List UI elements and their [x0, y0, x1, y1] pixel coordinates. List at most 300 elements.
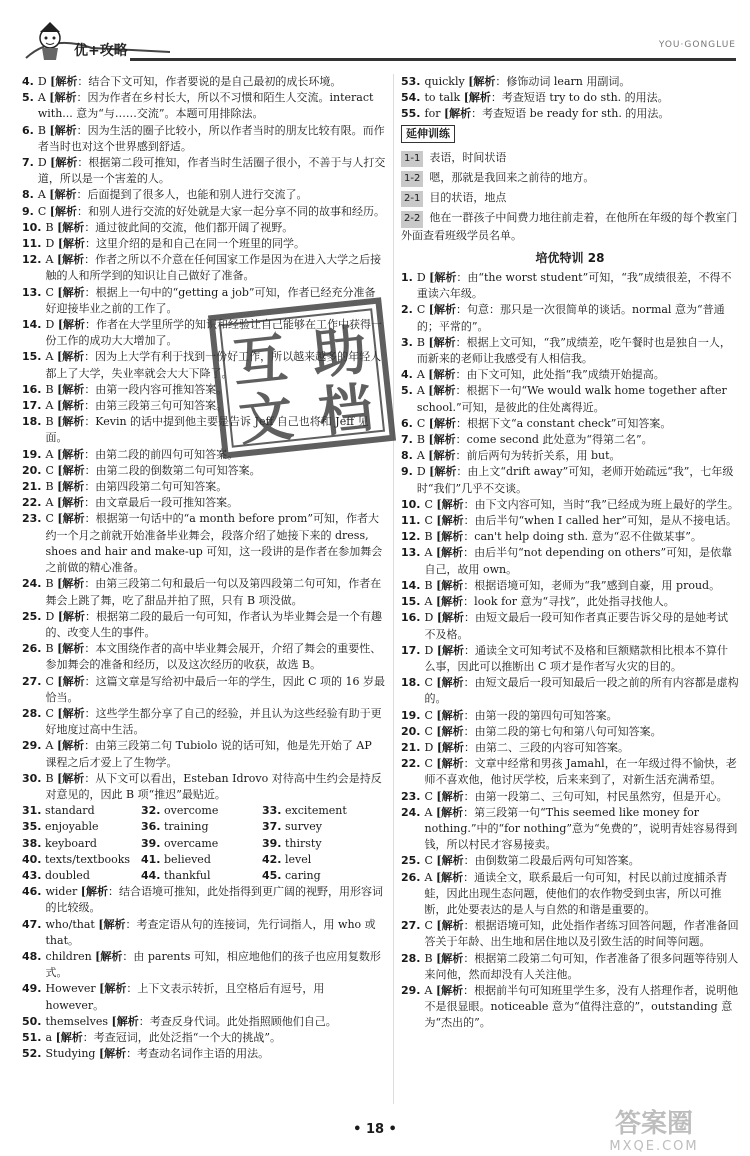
item-number: 20.	[401, 724, 421, 738]
answer-item	[22, 706, 386, 738]
item-number: 22.	[22, 496, 42, 510]
answer-item	[401, 383, 739, 415]
item-number: 49.	[22, 982, 42, 996]
item-number: 53.	[401, 75, 421, 88]
analysis-label: [解析	[428, 335, 456, 349]
analysis-label: [解析	[56, 350, 85, 364]
answer-item	[401, 106, 739, 122]
analysis-label: [解析	[57, 480, 85, 494]
item-text: A [解析：由后半句“not depending on others”可知，是依靠自己，故用 own。	[424, 546, 733, 576]
analysis-label: [解析	[443, 107, 472, 121]
analysis-label: [解析	[49, 204, 77, 218]
answer-item	[401, 270, 739, 302]
item-number: 25.	[401, 854, 421, 868]
item-text: D [解析：根据第二段可推知，作者当时生活圈子很小，不善于与人打交道，所以是一个害羞的人。	[37, 156, 386, 186]
extension-heading: 延伸训练	[401, 125, 455, 143]
item-text: C [解析：根据第一句话中的“a month before prom”可知，作者大约一个月之前就开始准备毕业舞会，段落介绍了她接下来的 dress, shoes and hair and make-up 可知，这一段讲的是作者在参加舞会之前做的精心准备。	[45, 512, 383, 575]
item-text: A [解析：由第三段第三句可知答案。	[45, 399, 228, 413]
word-answer	[141, 868, 262, 884]
answer-item	[401, 545, 739, 577]
answer-item	[22, 738, 386, 770]
item-number: 26.	[401, 870, 421, 884]
analysis-label: [解析	[436, 724, 464, 738]
analysis-label: [解析	[57, 237, 86, 251]
analysis-label: [解析	[435, 546, 464, 560]
answer-item	[22, 187, 386, 203]
item-number: 30.	[22, 771, 42, 785]
item-number: 16.	[401, 611, 421, 625]
analysis-label: [解析	[56, 496, 85, 510]
svg-text:MXQE.COM: MXQE.COM	[609, 1139, 699, 1154]
answer-item	[22, 884, 386, 916]
extension-tag: 2-1	[401, 191, 423, 207]
analysis-label: [解析	[57, 642, 85, 656]
item-number: 39.	[262, 836, 282, 850]
item-text: D [解析：结合下文可知，作者要说的是自己最初的成长环境。	[37, 75, 342, 88]
analysis-label: [解析	[99, 982, 127, 996]
item-text: training	[164, 820, 209, 834]
item-text: A [解析：由第二段的前四句可知答案。	[45, 447, 239, 461]
item-number: 29.	[22, 739, 42, 753]
analysis-label: [解析	[436, 611, 465, 625]
item-text: D [解析：由“the worst student”可知，“我”成绩很差，不得不重读六年级。	[416, 271, 732, 301]
item-text: for [解析：考查短语 be ready for sth. 的用法。	[424, 107, 670, 121]
analysis-label: [解析	[463, 91, 491, 105]
answer-item	[401, 756, 739, 788]
item-text: B [解析：由第一段内容可推知答案。	[45, 382, 228, 396]
answer-item	[401, 610, 739, 642]
word-answer	[22, 803, 141, 819]
item-number: 5.	[401, 384, 413, 398]
analysis-label: [解析	[49, 91, 77, 105]
column-divider	[393, 74, 394, 1104]
item-text: overcame	[164, 836, 219, 850]
item-text: keyboard	[45, 836, 97, 850]
item-number: 4.	[401, 368, 413, 382]
svg-text:文: 文	[235, 384, 297, 453]
item-text: D [解析：通读全文可知考试不及格和巨额赌款相比根本不算什么事，因此可以推断出 C 项才是作者写火灾的目的。	[424, 643, 729, 673]
analysis-label: [解析	[436, 676, 464, 690]
answer-item	[401, 335, 739, 367]
analysis-label: [解析	[56, 739, 85, 753]
extension-list	[401, 150, 739, 244]
item-number: 50.	[22, 1014, 42, 1028]
item-text: B [解析：根据语境可知，老师为“我”感到自豪，用 proud。	[424, 578, 721, 592]
word-answer	[22, 868, 141, 884]
item-number: 54.	[401, 91, 421, 105]
svg-text:助: 助	[309, 318, 370, 387]
header-rule	[130, 58, 736, 61]
analysis-label: [解析	[57, 674, 85, 688]
item-number: 31.	[22, 804, 42, 818]
item-text: C [解析：由后半句“when I called her”可知，是从不接电话。	[424, 514, 737, 528]
analysis-label: [解析	[57, 706, 85, 720]
item-text: to talk [解析：考查短语 try to do sth. 的用法。	[424, 91, 669, 105]
right-column	[401, 74, 739, 1032]
extension-item	[401, 150, 739, 167]
item-text: doubled	[45, 868, 90, 882]
item-text: C [解析：由第二段的第七句和第八句可知答案。	[424, 724, 662, 738]
answer-item	[22, 74, 386, 90]
item-text: C [解析：句意：那只是一次很简单的谈话。normal 意为“普通的；平常的”。	[416, 303, 725, 333]
item-number: 21.	[401, 740, 421, 754]
answer-item	[22, 204, 386, 220]
answer-item	[22, 495, 386, 511]
extension-text: 表语，时间状语	[429, 150, 507, 164]
analysis-label: [解析	[429, 271, 457, 285]
answer-item	[401, 853, 739, 869]
item-number: 33.	[262, 804, 282, 818]
item-text: C [解析：这些学生都分享了自己的经验，并且认为这些经验有助于更好地度过高中生活。	[45, 706, 382, 737]
item-number: 52.	[22, 1047, 42, 1061]
answer-item	[401, 90, 739, 106]
analysis-label: [解析	[57, 771, 85, 785]
analysis-label: [解析	[56, 399, 85, 413]
item-number: 16.	[22, 382, 42, 396]
item-number: 36.	[141, 820, 161, 834]
item-text: C [解析：根据语境可知，此处指作者练习回答问题，作者准备回答关于年龄、出生地和居住地以及引致生活的时间等问题。	[424, 919, 739, 949]
item-text: C [解析：根据下文“a constant check”可知答案。	[416, 416, 672, 430]
item-number: 24.	[401, 805, 421, 819]
item-text: a [解析：考查冠词，此处泛指“一个大的挑战”。	[45, 1030, 282, 1044]
item-number: 19.	[22, 447, 42, 461]
item-number: 25.	[22, 609, 42, 623]
answer-item	[401, 643, 739, 675]
item-text: survey	[285, 820, 322, 834]
analysis-label: [解析	[468, 75, 496, 88]
answer-item	[401, 594, 739, 610]
answer-item	[22, 771, 386, 803]
item-number: 13.	[22, 285, 42, 299]
page-number: • 18 •	[353, 1122, 397, 1137]
answer-item	[22, 949, 386, 981]
analysis-label: [解析	[436, 643, 465, 657]
analysis-label: [解析	[436, 951, 464, 965]
item-text: Studying [解析：考查动名词作主语的用法。	[45, 1047, 270, 1061]
analysis-label: [解析	[428, 449, 456, 463]
word-answer	[141, 836, 262, 852]
item-number: 9.	[22, 204, 34, 218]
answer-item	[22, 90, 386, 122]
analysis-label: [解析	[435, 805, 464, 819]
item-text: B [解析：本文围绕作者的高中毕业舞会展开，介绍了舞会的重要性、参加舞会的准备和经历，以及这次经历的收获，故选 B。	[45, 642, 382, 672]
item-text: A [解析：第三段第一句“This seemed like money for nothing.”中的“for nothing”意为“免费的”，说明青娃容易得到钱，所以村民才容易接卖。	[424, 805, 738, 852]
analysis-label: [解析	[436, 497, 464, 511]
answer-item	[401, 805, 739, 854]
answer-item	[401, 789, 739, 805]
analysis-label: [解析	[436, 514, 464, 528]
item-number: 51.	[22, 1030, 42, 1044]
item-number: 37.	[262, 820, 282, 834]
extension-item	[401, 190, 739, 207]
item-number: 35.	[22, 820, 42, 834]
word-answer	[262, 803, 386, 819]
item-number: 28.	[22, 706, 42, 720]
item-number: 4.	[22, 75, 34, 88]
word-answer	[262, 852, 386, 868]
word-answer	[262, 868, 386, 884]
item-text: A [解析：由第三段第二句 Tubiolo 说的话可知，他是先开始了 AP 课程之后才爱上了生物学。	[45, 739, 372, 769]
item-number: 2.	[401, 303, 413, 317]
item-text: C [解析：由短文最后一段可知最后一段之前的所有内容都是虚构的。	[424, 676, 739, 706]
item-number: 26.	[22, 642, 42, 656]
analysis-label: [解析	[428, 416, 456, 430]
item-number: 7.	[401, 433, 413, 447]
item-number: 8.	[401, 449, 413, 463]
answer-item	[401, 708, 739, 724]
item-number: 10.	[401, 497, 421, 511]
item-number: 39.	[141, 836, 161, 850]
answer-item	[401, 740, 739, 756]
item-text: A [解析：根据前半句可知班里学生多，没有人搭理作者，说明他不是很显眼。noticeable 意为“值得注意的”，outstanding 意为“杰出的”。	[424, 983, 739, 1030]
item-text: C [解析：由第一段第二、三句可知，村民虽然穷，但是开心。	[424, 789, 728, 803]
item-number: 18.	[22, 415, 42, 429]
analysis-label: [解析	[428, 303, 456, 317]
item-number: 14.	[401, 578, 421, 592]
item-text: excitement	[285, 804, 347, 818]
answer-item	[22, 123, 386, 155]
item-number: 9.	[401, 465, 413, 479]
item-number: 55.	[401, 107, 421, 121]
item-text: D [解析：由第二、三段的内容可知答案。	[424, 740, 630, 754]
item-number: 23.	[22, 512, 42, 526]
item-number: 23.	[401, 789, 421, 803]
item-number: 15.	[401, 595, 421, 609]
analysis-label: [解析	[50, 75, 78, 88]
extension-item	[401, 170, 739, 187]
item-text: believed	[164, 852, 211, 866]
extension-text: 目的状语，地点	[429, 191, 507, 205]
item-number: 38.	[22, 836, 42, 850]
item-text: themselves [解析：考查反身代词。此处指照顾他们自己。	[45, 1014, 337, 1028]
answer-item	[22, 511, 386, 576]
analysis-label: [解析	[95, 949, 123, 963]
item-number: 3.	[401, 335, 413, 349]
item-text: D [解析：根据第二段的最后一句可知，作者认为毕业舞会是一个有趣的、改变人生的事件。	[45, 609, 383, 639]
analysis-label: [解析	[50, 156, 78, 170]
analysis-label: [解析	[49, 123, 77, 137]
analysis-label: [解析	[57, 512, 85, 526]
svg-text:档: 档	[315, 375, 376, 445]
item-text: A [解析：前后两句为转折关系，用 but。	[416, 449, 621, 463]
item-number: 6.	[401, 416, 413, 430]
analysis-label: [解析	[436, 740, 465, 754]
page-header	[0, 0, 750, 70]
analysis-label: [解析	[98, 1047, 127, 1061]
answer-item	[401, 724, 739, 740]
analysis-label: [解析	[436, 578, 464, 592]
left-column	[22, 74, 386, 1062]
analysis-label: [解析	[57, 463, 85, 477]
item-text: D [解析：这里介绍的是和自己在同一个班里的同学。	[45, 237, 306, 251]
item-text: wider [解析：结合语境可推知，此处指得到更广阔的视野，用形容词的比较级。	[45, 885, 383, 915]
item-number: 14.	[22, 318, 42, 332]
answer-item	[22, 1030, 386, 1046]
item-text: level	[285, 852, 312, 866]
item-text: D [解析：由短文最后一段可知作者真正要告诉父母的是她考试不及格。	[424, 611, 729, 641]
extension-tag: 2-2	[401, 211, 423, 227]
word-answer	[141, 819, 262, 835]
answer-item	[22, 609, 386, 641]
answer-item	[22, 155, 386, 187]
answer-item	[401, 464, 739, 496]
item-text: children [解析：由 parents 可知，相应地他们的孩子也应用复数形式。	[45, 949, 381, 980]
site-watermark	[564, 1106, 744, 1154]
answer-item	[401, 432, 739, 448]
item-number: 48.	[22, 949, 42, 963]
answer-list-left-tail	[22, 884, 386, 1062]
item-text: B [解析：从下文可以看出，Esteban Idrovo 对待高中生约会是持反对意见的，因此 B 项“推迟”最贴近。	[45, 771, 382, 801]
item-text: quickly [解析：修饰动词 learn 用副词。	[424, 75, 631, 88]
item-text: thirsty	[285, 836, 322, 850]
item-number: 8.	[22, 188, 34, 202]
answer-list-right	[401, 270, 739, 1032]
item-text: B [解析：通过彼此间的交流，他们都开阔了视野。	[45, 220, 294, 234]
svg-text:互: 互	[229, 326, 291, 395]
analysis-label: [解析	[57, 285, 85, 299]
answer-item	[401, 497, 739, 513]
item-text: caring	[285, 868, 321, 882]
analysis-label: [解析	[428, 368, 456, 382]
item-text: B [解析：由第三段第二句和最后一句以及第四段第二句可知，作者在舞会上跳了舞，吃了甜品并拍了照，只有 B 项没做。	[45, 577, 382, 607]
item-number: 43.	[22, 868, 42, 882]
item-number: 42.	[262, 852, 282, 866]
answer-item	[22, 674, 386, 706]
answer-item	[22, 981, 386, 1013]
item-text: C [解析：根据上一句中的“getting a job”可知，作者已经充分准备好迎接毕业之前的工作了。	[45, 285, 376, 315]
item-text: B [解析：can't help doing sth. 意为“忍不住做某事”。	[424, 530, 702, 544]
analysis-label: [解析	[435, 595, 464, 609]
item-number: 41.	[141, 852, 161, 866]
analysis-label: [解析	[111, 1014, 139, 1028]
answer-item	[22, 252, 386, 284]
item-number: 28.	[401, 951, 421, 965]
item-text: A [解析：通读全文，联系最后一句可知，村民以前过度捕杀青蛙，因此出现生态问题，使他们的农作物受到虫害，所以可推断，此处要表达的是人与自然的和谐是重要的。	[424, 870, 728, 916]
word-answer-grid	[22, 803, 386, 884]
answer-item	[22, 463, 386, 479]
item-text: enjoyable	[45, 820, 99, 834]
item-text: B [解析：come second 此处意为“得第二名”。	[416, 433, 653, 447]
item-text: A [解析：后面提到了很多人，也能和别人进行交流了。	[37, 188, 308, 202]
analysis-label: [解析	[436, 789, 464, 803]
item-number: 27.	[401, 919, 421, 933]
item-number: 27.	[22, 674, 42, 688]
item-number: 17.	[401, 643, 421, 657]
answer-item	[22, 641, 386, 673]
item-number: 11.	[401, 514, 421, 528]
item-number: 32.	[141, 804, 161, 818]
item-text: A [解析：由文章最后一段可推知答案。	[45, 496, 239, 510]
analysis-label: [解析	[80, 885, 108, 899]
item-number: 18.	[401, 676, 421, 690]
item-text: B [解析：根据第二段第二句可知，作者准备了很多问题等待别人来问他，然而却没有人关注他。	[424, 951, 739, 981]
item-text: thankful	[164, 868, 211, 882]
item-text: standard	[45, 804, 95, 818]
item-text: C [解析：由下文内容可知，当时“我”已经成为班上最好的学生。	[424, 497, 739, 511]
word-answer	[141, 803, 262, 819]
svg-text:答案圈: 答案圈	[614, 1109, 694, 1139]
item-number: 1.	[401, 271, 413, 285]
answer-item	[401, 367, 739, 383]
analysis-label: [解析	[428, 433, 456, 447]
word-answer	[22, 836, 141, 852]
analysis-label: [解析	[57, 220, 85, 234]
item-text: A [解析：因为作者在乡村长大，所以不习惯和陌生人交流。interact with... 意为“与……交流”。本题可用排除法。	[37, 91, 374, 121]
answer-item	[22, 220, 386, 236]
answer-item	[401, 675, 739, 707]
item-number: 24.	[22, 577, 42, 591]
answer-list-right-top	[401, 74, 739, 123]
answer-item	[401, 74, 739, 90]
extension-tag: 1-1	[401, 151, 423, 167]
item-number: 6.	[22, 123, 34, 137]
item-text: B [解析：因为生活的圈子比较小，所以作者当时的朋友比较有限。而作者当时也对这个世界感到舒适。	[37, 123, 385, 153]
analysis-label: [解析	[56, 447, 85, 461]
item-number: 46.	[22, 885, 42, 899]
analysis-label: [解析	[57, 382, 85, 396]
analysis-label: [解析	[436, 708, 464, 722]
answer-item	[401, 416, 739, 432]
item-number: 12.	[22, 253, 42, 267]
answer-item	[401, 578, 739, 594]
item-text: However [解析：上下文表示转折，且空格后有逗号，用 however。	[45, 982, 325, 1012]
analysis-label: [解析	[98, 917, 126, 931]
answer-item	[22, 236, 386, 252]
item-text: C [解析：由第二段的倒数第二句可知答案。	[45, 463, 261, 477]
extension-item	[401, 210, 739, 243]
item-text: C [解析：由倒数第二段最后两句可知答案。	[424, 854, 640, 868]
item-text: B [解析：由第四段第二句可知答案。	[45, 480, 228, 494]
analysis-label: [解析	[436, 919, 464, 933]
item-number: 40.	[22, 852, 42, 866]
extension-text: 他在一群孩子中间费力地往前走着，在他所在年级的每个教室门外面查看班级学员名单。	[401, 211, 738, 242]
analysis-label: [解析	[57, 609, 86, 623]
answer-item	[401, 448, 739, 464]
seal-stamp	[205, 294, 400, 462]
analysis-label: [解析	[428, 384, 456, 398]
item-number: 17.	[22, 399, 42, 413]
item-text: A [解析：根据下一句“We would walk home together after school.”可知，是彼此的住处离得近。	[416, 384, 727, 414]
answer-item	[22, 917, 386, 949]
answer-item	[401, 870, 739, 919]
item-number: 7.	[22, 156, 34, 170]
item-text: A [解析：look for 意为“寻找”，此处指寻找他人。	[424, 595, 675, 609]
item-text: C [解析：这篇文章是写给初中最后一年的学生，因此 C 项的 16 岁最恰当。	[45, 674, 386, 704]
item-number: 13.	[401, 546, 421, 560]
word-answer	[22, 852, 141, 868]
answer-item	[401, 951, 739, 983]
answer-item	[401, 513, 739, 529]
answer-item	[22, 479, 386, 495]
item-number: 15.	[22, 350, 42, 364]
logo-text: 优+攻略	[74, 43, 128, 59]
item-text: C [解析：和别人进行交流的好处就是大家一起分享不同的故事和经历。	[37, 204, 385, 218]
answer-item	[22, 576, 386, 608]
analysis-label: [解析	[57, 318, 86, 332]
item-number: 12.	[401, 530, 421, 544]
item-text: D [解析：作者在大学里所学的知识和经验让自己能够在工作中获得一份工作的成功大大增加了。	[45, 318, 383, 348]
header-brand: YOU·GONGLUE	[658, 40, 736, 50]
analysis-label: [解析	[436, 854, 464, 868]
analysis-label: [解析	[435, 983, 464, 997]
item-number: 5.	[22, 91, 34, 105]
item-number: 22.	[401, 757, 421, 771]
item-number: 19.	[401, 708, 421, 722]
item-text: overcome	[164, 804, 219, 818]
analysis-label: [解析	[436, 757, 464, 771]
extension-tag: 1-2	[401, 171, 423, 187]
analysis-label: [解析	[56, 253, 85, 267]
